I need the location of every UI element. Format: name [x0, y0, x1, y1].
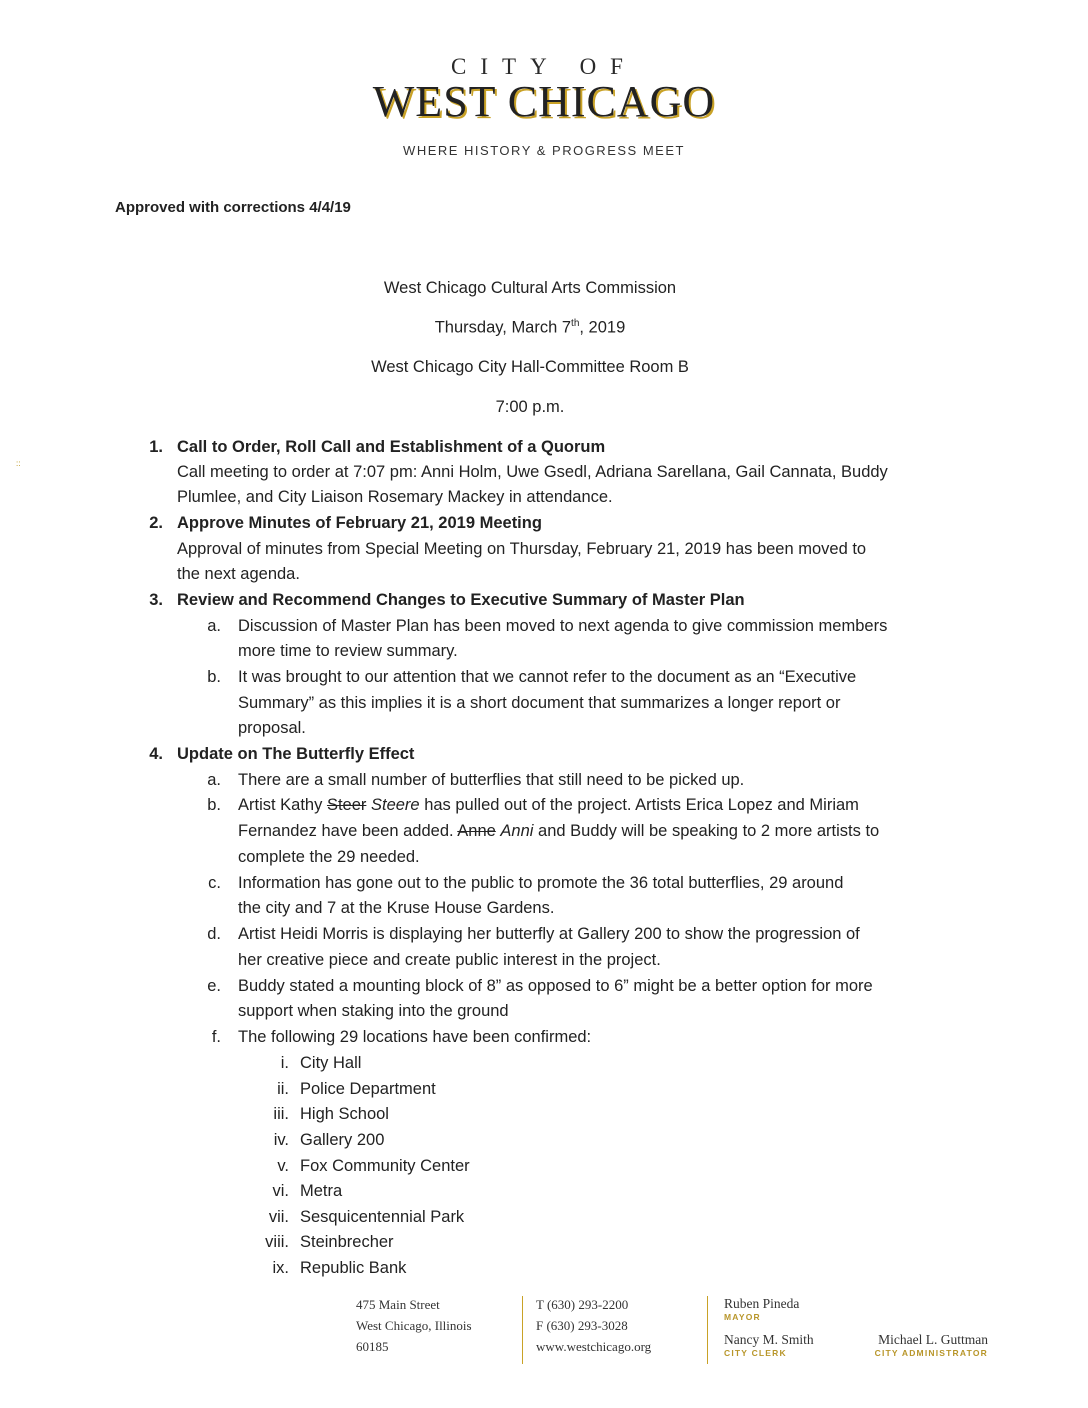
- item-text: Plumlee, and City Liaison Rosemary Mackey in attendance.: [177, 488, 613, 506]
- location-marker: iv.: [273, 1131, 289, 1149]
- item-number: 2.: [149, 514, 163, 532]
- clerk-block: Nancy M. Smith CITY CLERK: [724, 1332, 814, 1358]
- location-item: Sesquicentennial Park: [300, 1208, 465, 1226]
- approval-note: Approved with corrections 4/4/19: [115, 199, 351, 216]
- location-marker: iii.: [273, 1105, 289, 1123]
- item-number: 1.: [149, 438, 163, 456]
- location-marker: i.: [280, 1054, 289, 1072]
- subitem-text: Information has gone out to the public to promote the 36 total butterflies, 29 around: [238, 874, 844, 892]
- subitem-text: support when staking into the ground: [238, 1002, 509, 1020]
- footer-address: 475 Main Street West Chicago, Illinois 60185: [356, 1297, 472, 1354]
- admin-block: Michael L. Guttman CITY ADMINISTRATOR: [874, 1332, 988, 1358]
- item-title: Approve Minutes of February 21, 2019 Meeting: [177, 514, 542, 532]
- subitem-text: Discussion of Master Plan has been moved to next agenda to give commission members: [238, 617, 888, 635]
- location-marker: vii.: [268, 1208, 289, 1226]
- location-marker: v.: [277, 1157, 289, 1175]
- footer-contact: T (630) 293-2200 F (630) 293-3028 www.westchicago.org: [536, 1294, 651, 1357]
- meeting-time: 7:00 p.m.: [495, 398, 565, 416]
- subitem-text: Artist Heidi Morris is displaying her butterfly at Gallery 200 to show the progression of: [238, 925, 860, 943]
- item-text: the next agenda.: [177, 565, 300, 583]
- location-item: Gallery 200: [300, 1131, 385, 1149]
- subitem-text: There are a small number of butterflies that still need to be picked up.: [238, 771, 745, 789]
- item-text: Approval of minutes from Special Meeting on Thursday, February 21, 2019 has been moved to: [177, 540, 867, 558]
- struck-text: Steer: [326, 796, 367, 814]
- correction-text: Anni: [500, 822, 534, 840]
- logo-city-of: CITY OF: [451, 54, 637, 79]
- struck-text: Anne: [457, 822, 496, 840]
- subitem-marker: b.: [207, 796, 221, 814]
- mayor-block: Ruben Pineda MAYOR: [724, 1296, 800, 1322]
- location-item: High School: [300, 1105, 389, 1123]
- item-text: Call meeting to order at 7:07 pm: Anni Holm, Uwe Gsedl, Adriana Sarellana, Gail Cannata, Buddy: [177, 463, 888, 481]
- subitem-text: Fernandez have been added. Anne Anni and Buddy will be speaking to 2 more artists to: [238, 822, 880, 840]
- location-item: Fox Community Center: [300, 1157, 470, 1175]
- subitem-text: It was brought to our attention that we cannot refer to the document as an “Executive: [238, 668, 857, 686]
- item-title: Review and Recommend Changes to Executive Summary of Master Plan: [177, 591, 745, 609]
- subitem-text: her creative piece and create public interest in the project.: [238, 951, 661, 969]
- location-marker: ix.: [272, 1259, 289, 1277]
- subitem-marker: a.: [207, 771, 221, 789]
- location-marker: ii.: [277, 1080, 289, 1098]
- subitem-text: complete the 29 needed.: [238, 848, 420, 866]
- location-marker: vi.: [272, 1182, 289, 1200]
- meeting-location: West Chicago City Hall-Committee Room B: [371, 358, 689, 376]
- item-title: Call to Order, Roll Call and Establishment of a Quorum: [177, 438, 606, 456]
- meeting-date: Thursday, March 7th, 2019: [434, 318, 626, 337]
- location-item: City Hall: [300, 1054, 362, 1072]
- item-title: Update on The Butterfly Effect: [177, 745, 415, 763]
- item-number: 3.: [149, 591, 163, 609]
- subitem-marker: c.: [208, 874, 221, 892]
- subitem-text: more time to review summary.: [238, 642, 458, 660]
- tagline: WHERE HISTORY & PROGRESS MEET: [403, 143, 685, 158]
- footer-divider: [707, 1296, 708, 1364]
- subitem-text: Buddy stated a mounting block of 8” as opposed to 6” might be a better option for more: [238, 977, 873, 995]
- location-item: Steinbrecher: [300, 1233, 394, 1251]
- location-item: Republic Bank: [300, 1259, 407, 1277]
- website-link[interactable]: www.westchicago.org: [536, 1339, 652, 1354]
- subitem-text: Summary” as this implies it is a short document that summarizes a longer report or: [238, 694, 841, 712]
- subitem-marker: b.: [207, 668, 221, 686]
- logo-west-chicago: WEST CHICAGO: [372, 77, 716, 126]
- subitem-text: the city and 7 at the Kruse House Gardens.: [238, 899, 555, 917]
- location-marker: viii.: [265, 1233, 289, 1251]
- subitem-text: Artist Kathy Steer Steere has pulled out of the project. Artists Erica Lopez and Miriam: [238, 796, 859, 814]
- subitem-marker: a.: [207, 617, 221, 635]
- correction-text: Steere: [370, 796, 420, 814]
- scan-speck: ::: [16, 459, 21, 468]
- location-item: Metra: [300, 1182, 343, 1200]
- location-item: Police Department: [300, 1080, 436, 1098]
- item-number: 4.: [149, 745, 163, 763]
- subitem-text: proposal.: [238, 719, 306, 737]
- subitem-marker: e.: [207, 977, 221, 995]
- subitem-marker: d.: [207, 925, 221, 943]
- subitem-text: The following 29 locations have been confirmed:: [238, 1028, 592, 1046]
- subitem-marker: f.: [211, 1028, 221, 1046]
- footer-divider: [522, 1296, 523, 1364]
- commission-title: West Chicago Cultural Arts Commission: [383, 279, 677, 297]
